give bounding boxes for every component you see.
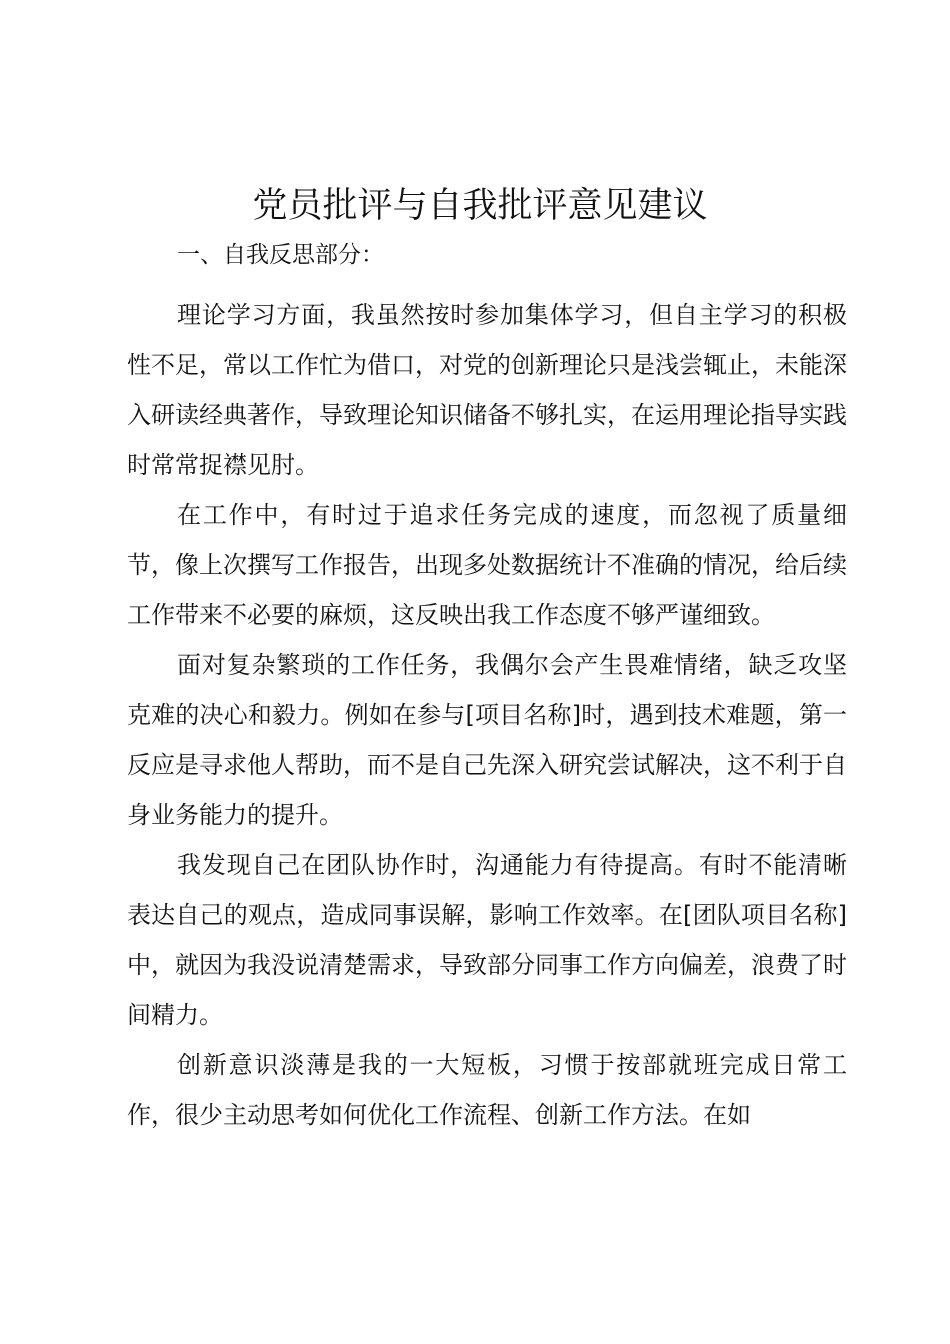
paragraph-innovation: 创新意识淡薄是我的一大短板，习惯于按部就班完成日常工作，很少主动思考如何优化工作流程、创新工作方法。在如 <box>127 1051 847 1129</box>
paragraph-theory-study: 理论学习方面，我虽然按时参加集体学习，但自主学习的积极性不足，常以工作忙为借口，对党的创新理论只是浅尝辄止，未能深入研读经典著作，导致理论知识储备不够扎实，在运用理论指导实践时常常捉襟见肘。 <box>127 301 847 479</box>
paragraph-difficulty: 面对复杂繁琐的工作任务，我偶尔会产生畏难情绪，缺乏攻坚克难的决心和毅力。例如在参与[项目名称]时，遇到技术难题，第一反应是寻求他人帮助，而不是自己先深入研究尝试解决，这不利于自身业务能力的提升。 <box>127 651 847 829</box>
paragraph-work-quality: 在工作中，有时过于追求任务完成的速度，而忽视了质量细节，像上次撰写工作报告，出现多处数据统计不准确的情况，给后续工作带来不必要的麻烦，这反映出我工作态度不够严谨细致。 <box>127 501 847 629</box>
paragraph-teamwork: 我发现自己在团队协作时，沟通能力有待提高。有时不能清晰表达自己的观点，造成同事误解，影响工作效率。在[团队项目名称]中，就因为我没说清楚需求，导致部分同事工作方向偏差，浪费了时间精力。 <box>127 851 847 1029</box>
section-heading: 一、自我反思部分： <box>177 242 384 268</box>
document-body <box>127 290 847 1140</box>
document-title: 党员批评与自我批评意见建议 <box>252 186 708 226</box>
